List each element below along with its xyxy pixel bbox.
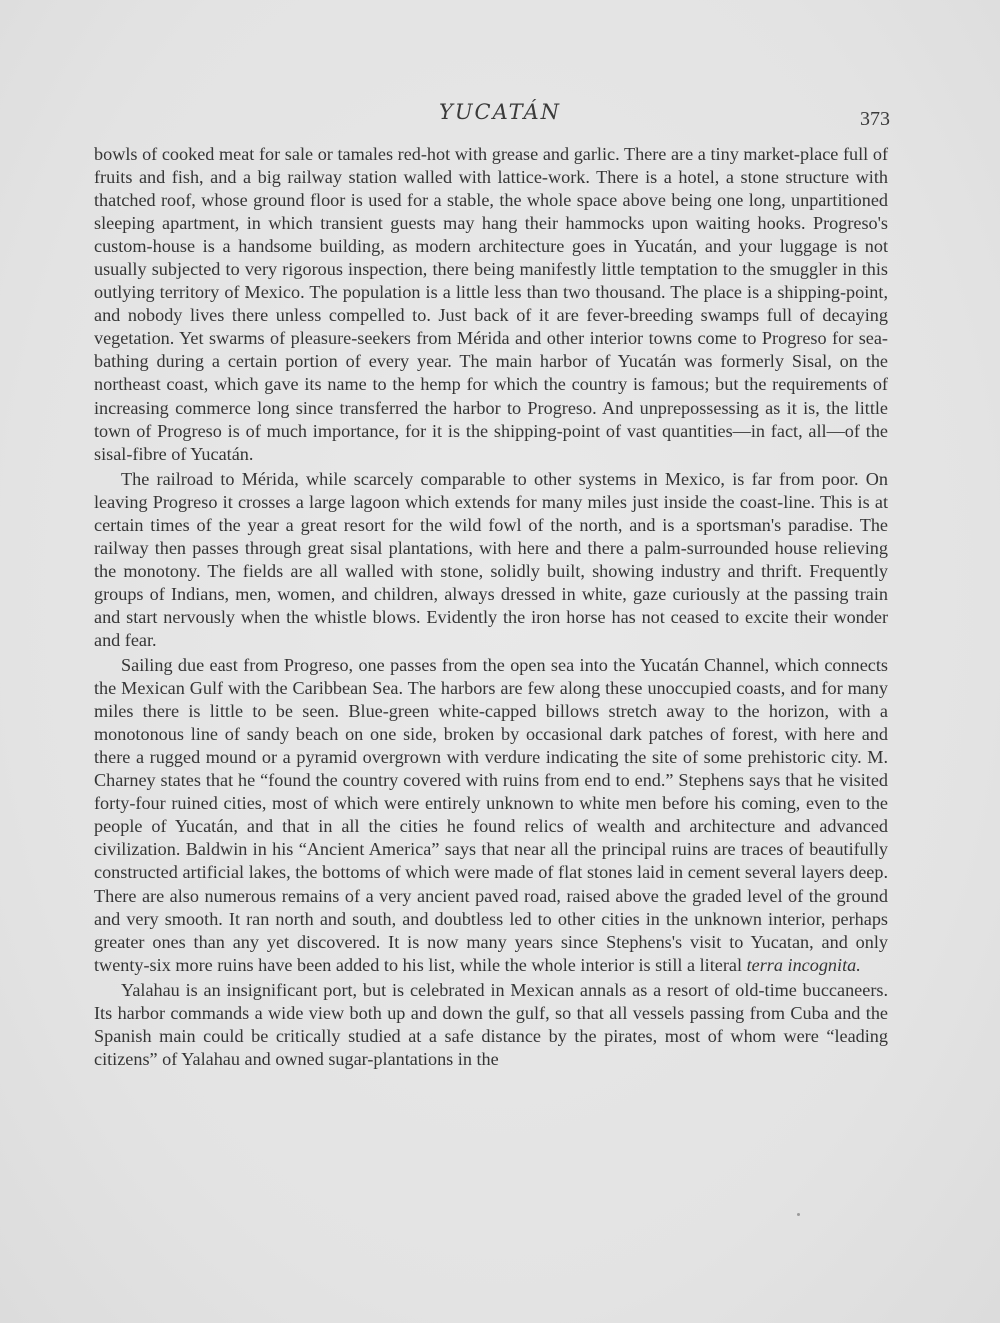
paragraph-text: Sailing due east from Progreso, one passes from the open sea into the Yucatán Channel, which connects the Mexican Gulf with the Caribbean Sea. The harbors are few along these unoccupied coasts, and for many miles there is little to be seen. Blue-green white-capped billows stretch away to the horizon, with a monotonous line of sandy beach on one side, broken by occasional dark patches of forest, with here and there a rugged mound or a pyramid overgrown with verdure indicating the site of some prehistoric city. M. Charney states that he “found the country covered with ruins from end to end.” Stephens says that he visited forty-four ruined cities, most of which were entirely unknown to white men before his coming, even to the people of Yucatán, and that in all the cities he found relics of wealth and architecture and advanced civilization. Baldwin in his “Ancient America” says that near all the principal ruins are traces of beautifully constructed artificial lakes, the bottoms of which were made of flat stones laid in cement several layers deep. There are also numerous remains of a very ancient paved road, raised above the graded level of the ground and very smooth. It ran north and south, and doubtless led to other cities in the unknown interior, perhaps greater ones than any yet discovered. It is now many years since Stephens's visit to Yucatan, and only twenty-six more ruins have been added to his list, while the whole interior is still a literal <box>94 655 888 975</box>
paragraph-3 <box>94 654 888 977</box>
paragraph-text: Yalahau is an insignificant port, but is celebrated in Mexican annals as a resort of old-time buccaneers. Its harbor commands a wide view both up and down the gulf, so that all vessels passing from Cuba and the Spanish main could be critically studied at a safe distance by the pirates, most of whom were “leading citizens” of Yalahau and owned sugar-plantations in the <box>94 979 888 1069</box>
paper-speck <box>797 1213 800 1216</box>
paragraph-4 <box>94 979 888 1071</box>
paragraph-text: bowls of cooked meat for sale or tamales red-hot with grease and garlic. There are a tiny market-place full of fruits and fish, and a big railway station walled with lattice-work. There is a hotel, a stone structure with thatched roof, whose ground floor is used for a stable, the whole space above being one long, unpartitioned sleeping apartment, in which transient guests may hang their hammocks upon waiting hooks. Progreso's custom-house is a handsome building, as modern architecture goes in Yucatán, and your luggage is not usually subjected to very rigorous inspection, there being manifestly little temptation to the smuggler in this outlying territory of Mexico. The population is a little less than two thousand. The place is a shipping-point, and nobody lives there unless compelled to. Just back of it are fever-breeding swamps full of decaying vegetation. Yet swarms of pleasure-seekers from Mérida and other interior towns come to Progreso for sea-bathing during a certain portion of every year. The main harbor of Yucatán was formerly Sisal, on the northeast coast, which gave its name to the hemp for which the country is famous; but the requirements of increasing commerce long since transferred the harbor to Progreso. And unprepossessing as it is, the little town of Progreso is of much importance, for it is the shipping-point of vast quantities—in fact, all—of the sisal-fibre of Yucatán. <box>94 144 888 464</box>
paragraph-1 <box>94 143 888 466</box>
body-text <box>94 143 888 1071</box>
paragraph-2 <box>94 468 888 652</box>
page-number: 373 <box>860 108 890 130</box>
paragraph-text: The railroad to Mérida, while scarcely comparable to other systems in Mexico, is far from poor. On leaving Progreso it crosses a large lagoon which extends for many miles just inside the coast-line. This is at certain times of the year a great resort for the wild fowl of the north, and is a sportsman's paradise. The railway then passes through great sisal plantations, with here and there a palm-surrounded house relieving the monotony. The fields are all walled with stone, solidly built, showing industry and thrift. Frequently groups of Indians, men, women, and children, always dressed in white, gaze curiously at the passing train and start nervously when the whistle blows. Evidently the iron horse has not ceased to excite their wonder and fear. <box>94 468 888 650</box>
italic-phrase: terra incognita. <box>746 954 861 975</box>
running-head: YUCATÁN <box>438 100 562 124</box>
